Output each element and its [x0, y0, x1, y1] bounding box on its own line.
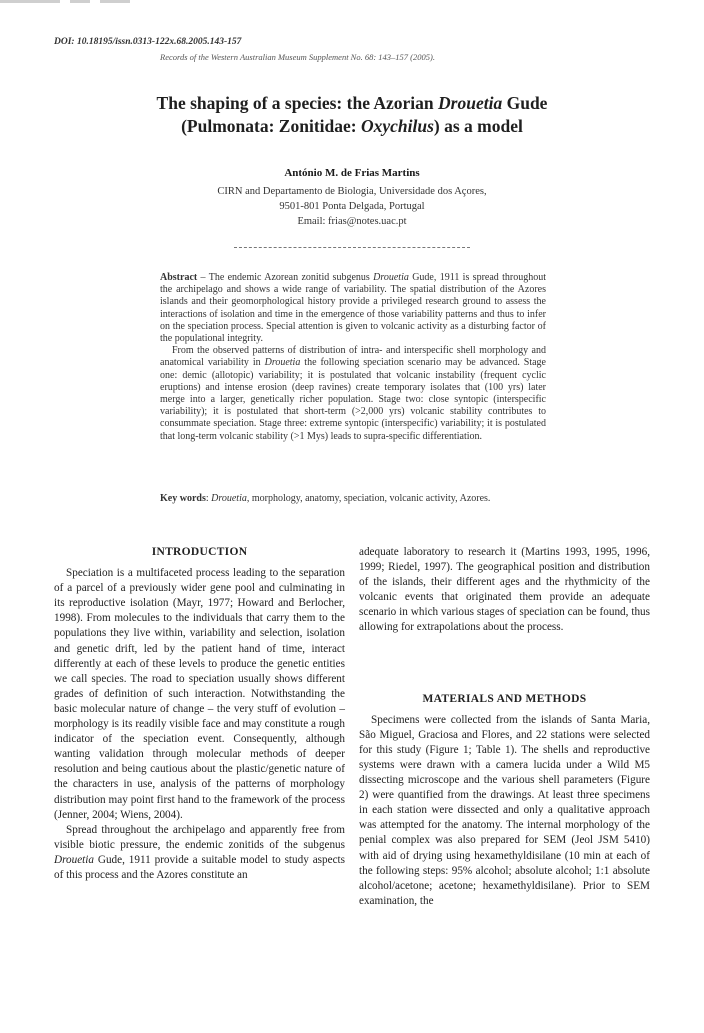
author-affiliation — [54, 184, 650, 229]
keywords-label: Key words — [160, 493, 206, 504]
abstract-paragraph-1: Abstract – The endemic Azorean zonitid subgenus Drouetia Gude, 1911 is spread throughout the archipelago and shows a wide range of variability. The spatial distribution of the Azores islands and their geomorphological history provide a privileged research ground to assess the interactions of isolation and time in the emergence of those variability patterns and thus to infer on the speciation process. Special attention is given to volcanic activity as a disturbing factor of the populational integrity. — [160, 272, 546, 345]
introduction-paragraph-1: Speciation is a multifaceted process leading to the separation of a parcel of a previously wider gene pool and culminating in its reproductive isolation (Mayr, 1977; Howard and Berlocher, 1998). From molecules to the individuals that carry them to the populations they live within, variability and selection, isolation and genetic drift, led by the patient hand of time, interact differently at each of these levels to produce the genetic entities we call species. The road to speciation usually shows different grades of definition of such interaction. Notwithstanding the basic molecular nature of change – the very stuff of evolution – morphology is its readily visible face and may constitute a rough indicator of the speciation event. Consequently, although wanting validation through molecular methods of deeper resolution and being cautious about the plastic/genetic nature of the characters in use, analysis of the patterns of morphology distribution may point first hand to the framework of the process (Jenner, 2004; Wiens, 2004). — [54, 567, 345, 821]
title-line-2: (Pulmonata: Zonitidae: Oxychilus) as a model — [181, 116, 523, 136]
right-column — [359, 545, 650, 909]
scan-top-edge — [0, 0, 704, 6]
left-column — [54, 545, 345, 883]
abstract-label: Abstract — [160, 272, 198, 283]
author-name: António M. de Frias Martins — [284, 167, 420, 179]
title-line-1: The shaping of a species: the Azorian Drouetia Gude — [156, 93, 548, 113]
abstract — [160, 272, 546, 443]
introduction-continuation: adequate laboratory to research it (Martins 1993, 1995, 1996, 1999; Riedel, 1997). The geographical position and distribution of the islands, their different ages and the rhythmicity of the volcanic events that originated them provide an adequate scenario in which various stages of speciation can be found, thus allowing for extrapolations about the process. — [359, 546, 650, 634]
affiliation-line-1: CIRN and Departamento de Biologia, Universidade dos Açores, — [217, 186, 487, 197]
section-divider — [234, 247, 470, 248]
methods-paragraph-1: Specimens were collected from the islands of Santa Maria, São Miguel, Graciosa and Flores, and 22 stations were selected for this study (Figure 1; Table 1). The shells and reproductive systems were drawn with a camera lucida under a Wild M5 dissecting microscope and the various shell parameters (Figure 2) were quantified from the drawings. At least three specimens in each station were dissected and only a qualitative approach was attempted for the anatomy. The internal morphology of the penial complex was also prepared for SEM (Jeol JSM 5410) with aid of drying using hexamethyldisilane (10 min at each of the following steps: 95% alcohol; absolute alcohol; 1:1 absolute alcohol/acetone; acetone; hexamethyldisilane). Prior to SEM examination, the — [359, 713, 650, 907]
affiliation-line-2: 9501-801 Ponta Delgada, Portugal — [279, 201, 425, 212]
journal-citation: Records of the Western Australian Museum Supplement No. 68: 143–157 (2005). — [160, 52, 435, 62]
keywords: Key words: Drouetia, morphology, anatomy, speciation, volcanic activity, Azores. — [160, 493, 491, 504]
introduction-paragraph-2: Spread throughout the archipelago and apparently free from visible biotic pressure, the endemic zonitids of the subgenus Drouetia Gude, 1911 provide a suitable model to study aspects of this process and the Azores constitute an — [54, 823, 345, 881]
author-email: Email: frias@notes.uac.pt — [297, 216, 407, 227]
methods-heading: MATERIALS AND METHODS — [422, 692, 587, 705]
paper-title — [54, 92, 650, 138]
abstract-paragraph-2: From the observed patterns of distribution of intra- and interspecific shell morphology and anatomical variability in Drouetia the following speciation scenario may be advanced. Stage one: demic (allotopic) variability; it is postulated that volcanic instability (frequent cyclic eruptions) and intense erosion (deep ravines) create temporary isolates that (100 yrs) later merge into a larger, genetically richer population. Stage two: close syntopic (interspecific variability); it is postulated that short-term (>2,000 yrs) volcanic stability contributes to consummate speciation. Stage three: extreme syntopic (interspecific) variability; it is postulated that long-term volcanic stability (>1 Mys) leads to supra-specific differentiation. — [160, 345, 546, 442]
introduction-heading: INTRODUCTION — [151, 546, 248, 558]
doi-line: DOI: 10.18195/issn.0313-122x.68.2005.143-157 — [54, 37, 242, 47]
